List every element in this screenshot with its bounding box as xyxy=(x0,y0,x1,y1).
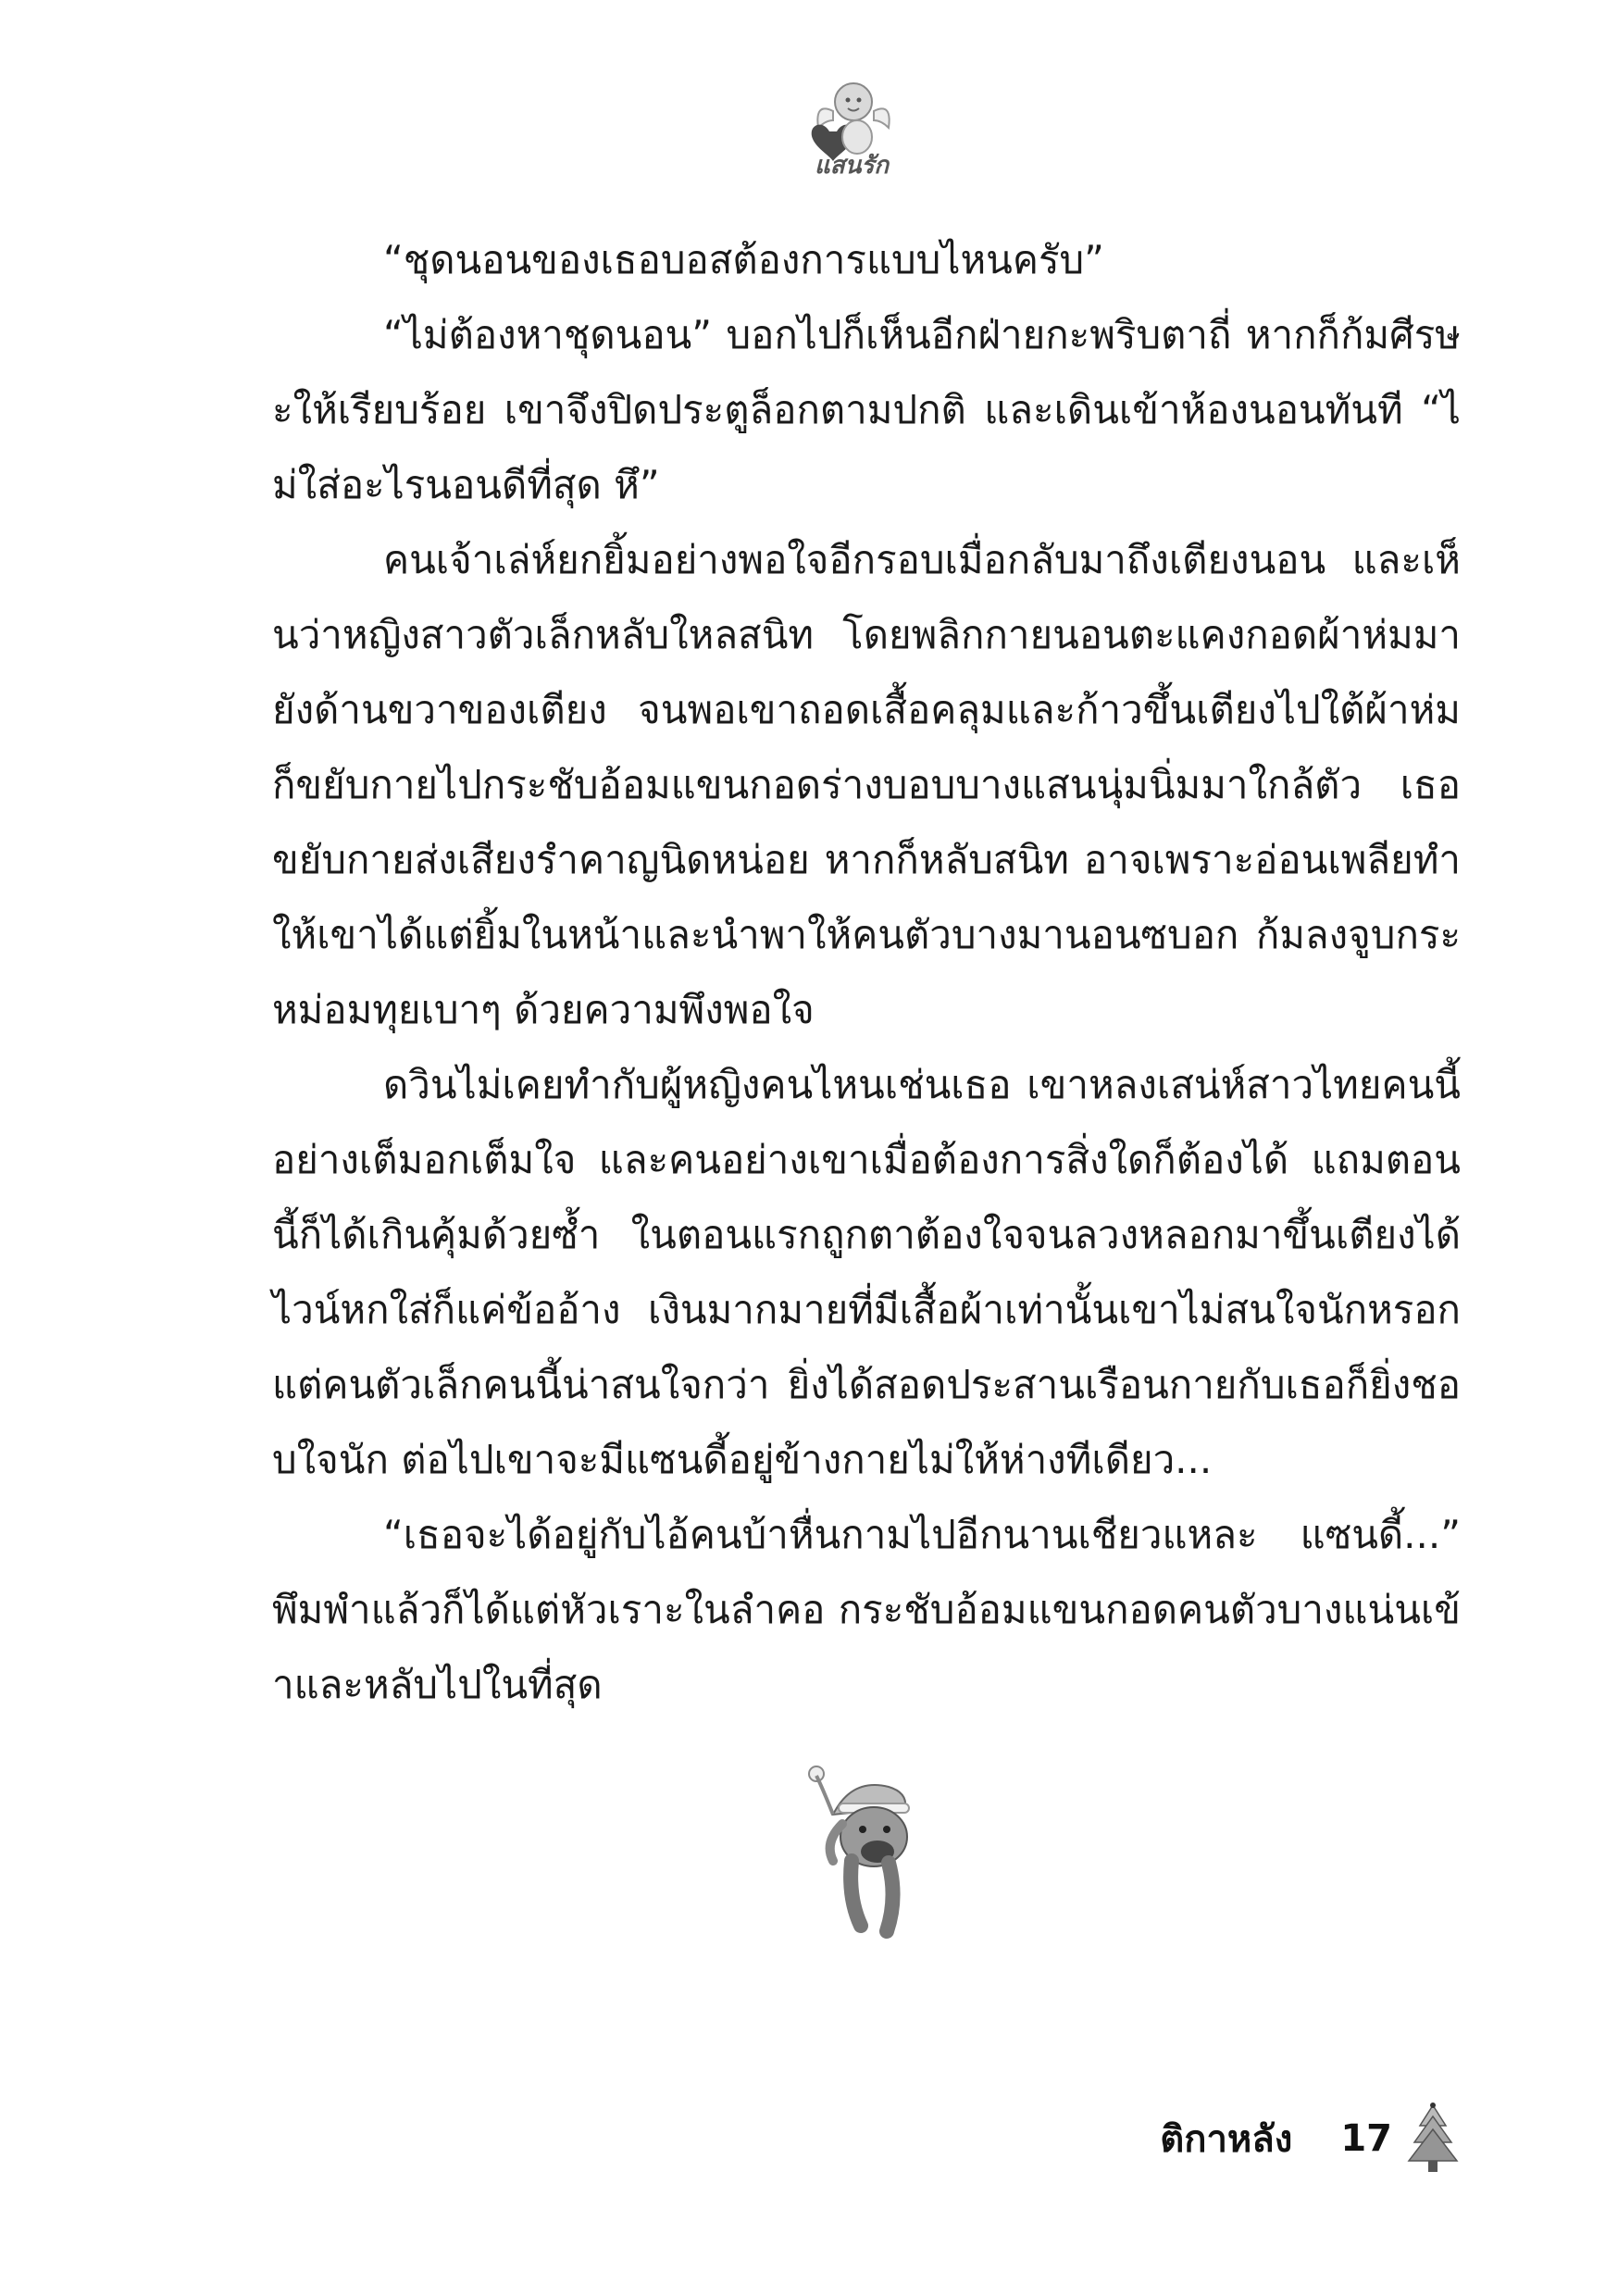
body-text xyxy=(272,222,1461,1722)
paragraph: “เธอจะได้อยู่กับไอ้คนบ้าหื่นกามไปอีกนานเชียวแหละ แซนดี้...” พึมพำแล้วก็ได้แต่หัวเราะในลำคอ กระชับอ้อมแขนกอดคนตัวบางแน่นเข้าและหลับไปในที่สุด xyxy=(272,1512,1461,1707)
page-footer xyxy=(1160,2102,1461,2176)
page-number: 17 xyxy=(1340,2117,1392,2160)
paragraph: คนเจ้าเล่ห์ยกยิ้มอย่างพอใจอีกรอบเมื่อกลับมาถึงเตียงนอน และเห็นว่าหญิงสาวตัวเล็กหลับใหลสนิท โดยพลิกกายนอนตะแคงกอดผ้าห่มมายังด้านขวาของเตียง จนพอเขาถอดเสื้อคลุมและก้าวขึ้นเตียงไปใต้ผ้าห่มก็ขยับกายไปกระชับอ้อมแขนกอดร่างบอบบางแสนนุ่มนิ่มมาใกล้ตัว เธอขยับกายส่งเสียงรำคาญนิดหน่อย หากก็หลับสนิท อาจเพราะอ่อนเพลียทำให้เขาได้แต่ยิ้มในหน้าและนำพาให้คนตัวบางมานอนซบอก ก้มลงจูบกระหม่อมทุยเบาๆ ด้วยความพึงพอใจ xyxy=(272,537,1461,1032)
book-title: ติกาหลัง xyxy=(1160,2118,1293,2161)
paragraph: “ชุดนอนของเธอบอสต้องการแบบไหนครับ” xyxy=(383,237,1104,282)
dog-santa-hat-icon xyxy=(796,1759,935,1944)
paragraph: “ไม่ต้องหาชุดนอน” บอกไปก็เห็นอีกฝ่ายกะพริบตาถี่ หากก็ก้มศีรษะให้เรียบร้อย เขาจึงปิดประตูล็อกตามปกติ และเดินเข้าห้องนอนทันที “ไม่ใส่อะไรนอนดีที่สุด หึ” xyxy=(272,312,1461,507)
dog-illustration xyxy=(796,1759,935,1944)
christmas-tree-icon xyxy=(1405,2102,1461,2176)
paragraph: ดวินไม่เคยทำกับผู้หญิงคนไหนเช่นเธอ เขาหลงเสน่ห์สาวไทยคนนี้อย่างเต็มอกเต็มใจ และคนอย่างเขาเมื่อต้องการสิ่งใดก็ต้องได้ แถมตอนนี้ก็ได้เกินคุ้มด้วยซ้ำ ในตอนแรกถูกตาต้องใจจนลวงหลอกมาขึ้นเตียงได้ ไวน์หกใส่ก็แค่ข้ออ้าง เงินมากมายที่มีเสื้อผ้าเท่านั้นเขาไม่สนใจนักหรอก แต่คนตัวเล็กคนนี้น่าสนใจกว่า ยิ่งได้สอดประสานเรือนกายกับเธอก็ยิ่งชอบใจนัก ต่อไปเขาจะมีแซนดี้อยู่ข้างกายไม่ให้ห่างทีเดียว... xyxy=(272,1062,1461,1482)
logo-text: แสนรัก xyxy=(814,152,890,180)
header-logo xyxy=(796,74,907,185)
